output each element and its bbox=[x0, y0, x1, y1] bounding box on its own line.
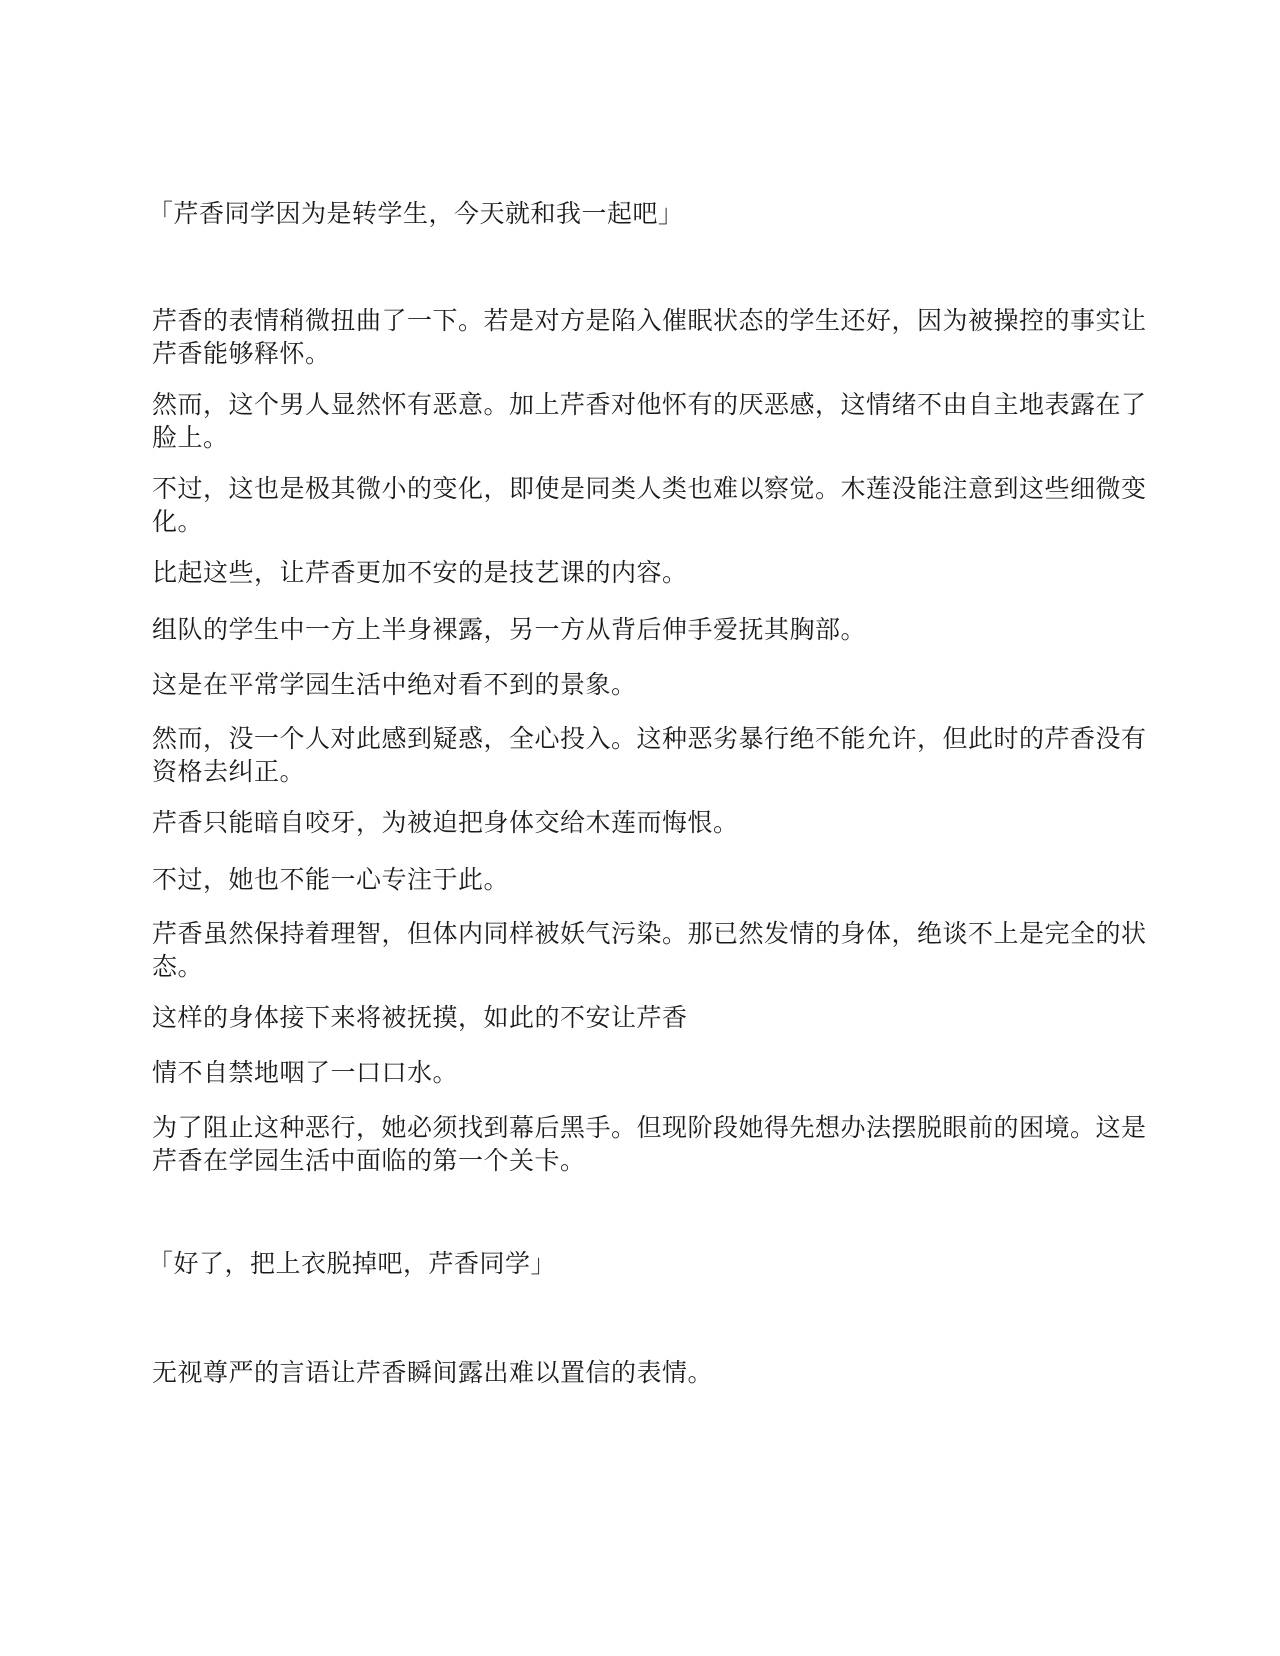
paragraph-line: 芹香在学园生活中面临的第一个关卡。 bbox=[152, 1146, 586, 1175]
paragraph-line: 不过，她也不能一心专注于此。 bbox=[152, 865, 510, 894]
paragraph-line: 这样的身体接下来将被抚摸，如此的不安让芹香 bbox=[152, 1003, 688, 1032]
paragraph-line: 态。 bbox=[152, 952, 204, 981]
paragraph-line: 资格去纠正。 bbox=[152, 757, 306, 786]
paragraph-line: 芹香能够释怀。 bbox=[152, 339, 331, 368]
paragraph-line: 为了阻止这种恶行，她必须找到幕后黑手。但现阶段她得先想办法摆脱眼前的困境。这是 bbox=[152, 1113, 1147, 1142]
dialogue-line: 「好了，把上衣脱掉吧，芹香同学」 bbox=[148, 1249, 557, 1278]
paragraph-line: 情不自禁地咽了一口口水。 bbox=[152, 1058, 459, 1087]
paragraph-line: 芹香的表情稍微扭曲了一下。若是对方是陷入催眠状态的学生还好，因为被操控的事实让 bbox=[152, 306, 1147, 335]
dialogue-line: 「芹香同学因为是转学生，今天就和我一起吧」 bbox=[148, 199, 684, 228]
paragraph-line: 芹香虽然保持着理智，但体内同样被妖气污染。那已然发情的身体，绝谈不上是完全的状 bbox=[152, 919, 1147, 948]
paragraph-line: 芹香只能暗自咬牙，为被迫把身体交给木莲而悔恨。 bbox=[152, 808, 739, 837]
paragraph-line: 脸上。 bbox=[152, 423, 229, 452]
paragraph-line: 无视尊严的言语让芹香瞬间露出难以置信的表情。 bbox=[152, 1358, 714, 1387]
paragraph-line: 比起这些，让芹香更加不安的是技艺课的内容。 bbox=[152, 558, 688, 587]
paragraph-line: 化。 bbox=[152, 507, 204, 536]
paragraph-line: 这是在平常学园生活中绝对看不到的景象。 bbox=[152, 670, 637, 699]
paragraph-line: 然而，这个男人显然怀有恶意。加上芹香对他怀有的厌恶感，这情绪不由自主地表露在了 bbox=[152, 390, 1147, 419]
paragraph-line: 不过，这也是极其微小的变化，即使是同类人类也难以察觉。木莲没能注意到这些细微变 bbox=[152, 474, 1147, 503]
paragraph-line: 然而，没一个人对此感到疑惑，全心投入。这种恶劣暴行绝不能允许，但此时的芹香没有 bbox=[152, 724, 1147, 753]
paragraph-line: 组队的学生中一方上半身裸露，另一方从背后伸手爱抚其胸部。 bbox=[152, 615, 867, 644]
